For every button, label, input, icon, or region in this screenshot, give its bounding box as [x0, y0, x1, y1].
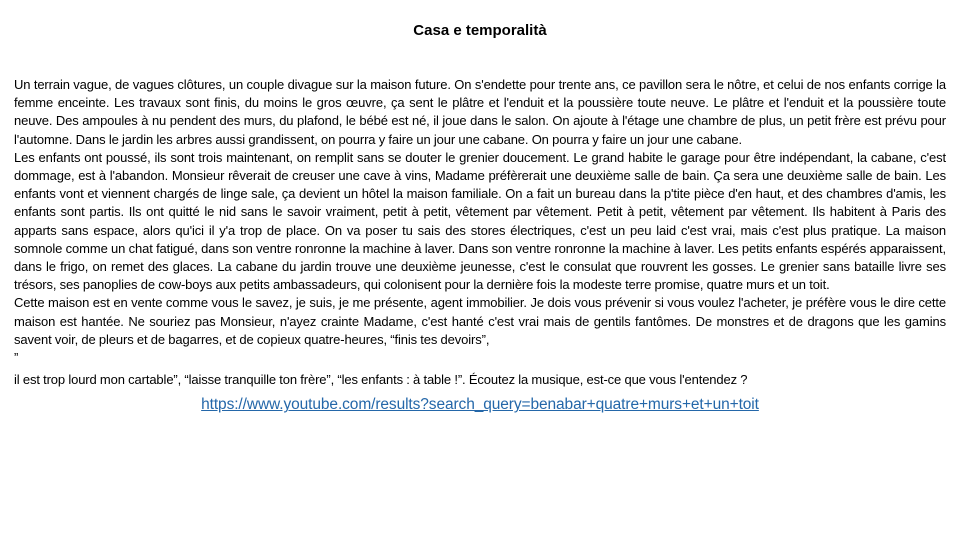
- paragraph-4: il est trop lourd mon cartable”, “laisse tranquille ton frère”, “les enfants : à table !”. Écoutez la musique, est-ce que vous l'entendez ?: [14, 372, 748, 388]
- body-text: [14, 76, 946, 415]
- link-row: [14, 396, 946, 414]
- paragraph-3: Cette maison est en vente comme vous le savez, je suis, je me présente, agent immobilier. Je dois vous prévenir si vous voulez l'acheter, je préfère vous le dire cette maison est hantée. Ne souriez pas Monsieur, n'ayez crainte Madame, c'est hanté c'est vrai mais de gentils fantômes. De monstres et de dragons que les gamins savent voir, de pleurs et de bagarres, et de copieux quatre-heures, “finis tes devoirs”,: [14, 295, 946, 347]
- youtube-link[interactable]: https://www.youtube.com/results?search_query=benabar+quatre+murs+et+un+toit: [201, 396, 759, 414]
- paragraph-2: Les enfants ont poussé, ils sont trois maintenant, on remplit sans se douter le grenier doucement. Le grand habite le garage pour être indépendant, la cabane, c'est dommage, est à l'abandon. Monsieur rêverait de creuser une cave à vins, Madame préfèrerait une deuxième salle de bain. Ça sera une deuxième salle de bain. Les enfants vont et viennent chargés de linge sale, ça devient un hôtel la maison familiale. On a fait un bureau dans la p'tite pièce d'en haut, et des chambres d'amis, les enfants sont partis. Ils ont quitté le nid sans le savoir vraiment, petit à petit, vêtement par vêtement. Petit à petit, vêtement par vêtement. Ils habitent à Paris des apparts sans espace, alors qu'ici il y'a trop de place. On va poser tu sais des stores électriques, c'est un peu laid c'est vrai, mais c'est plus pratique. La maison somnole comme un chat fatigué, dans son ventre ronronne la machine à laver. Dans son ventre ronronne la machine à laver. Les petits enfants espérés apparaissent, dans le frigo, on remet des glaces. La cabane du jardin trouve une deuxième jeunesse, c'est le consulat que rouvrent les gosses. Le grenier sans bataille livre ses trésors, ses panoplies de cow-boys aux petits ambassadeurs, qui colonisent pour la dernière fois la modeste terre promise, quatre murs et un toit.: [14, 149, 946, 293]
- paragraph-orphan-quote: ”: [14, 350, 19, 366]
- paragraph-1: Un terrain vague, de vagues clôtures, un couple divague sur la maison future. On s'endette pour trente ans, ce pavillon sera le nôtre, et celui de nos enfants corrige la femme enceinte. Les travaux sont finis, du moins le gros œuvre, ça sent le plâtre et l'enduit et la poussière toute neuve. Le plâtre et l'enduit et la poussière toute neuve. Des ampoules à nu pendent des murs, du plafond, le bébé est né, il joue dans le salon. On ajoute à l'étage une chambre de plus, un petit frère est prévu pour l'automne. Dans le jardin les arbres aussi grandissent, on pourra y faire un jour une cabane. On pourra y faire un jour une cabane.: [14, 77, 946, 147]
- page-title: Casa e temporalità: [413, 22, 547, 39]
